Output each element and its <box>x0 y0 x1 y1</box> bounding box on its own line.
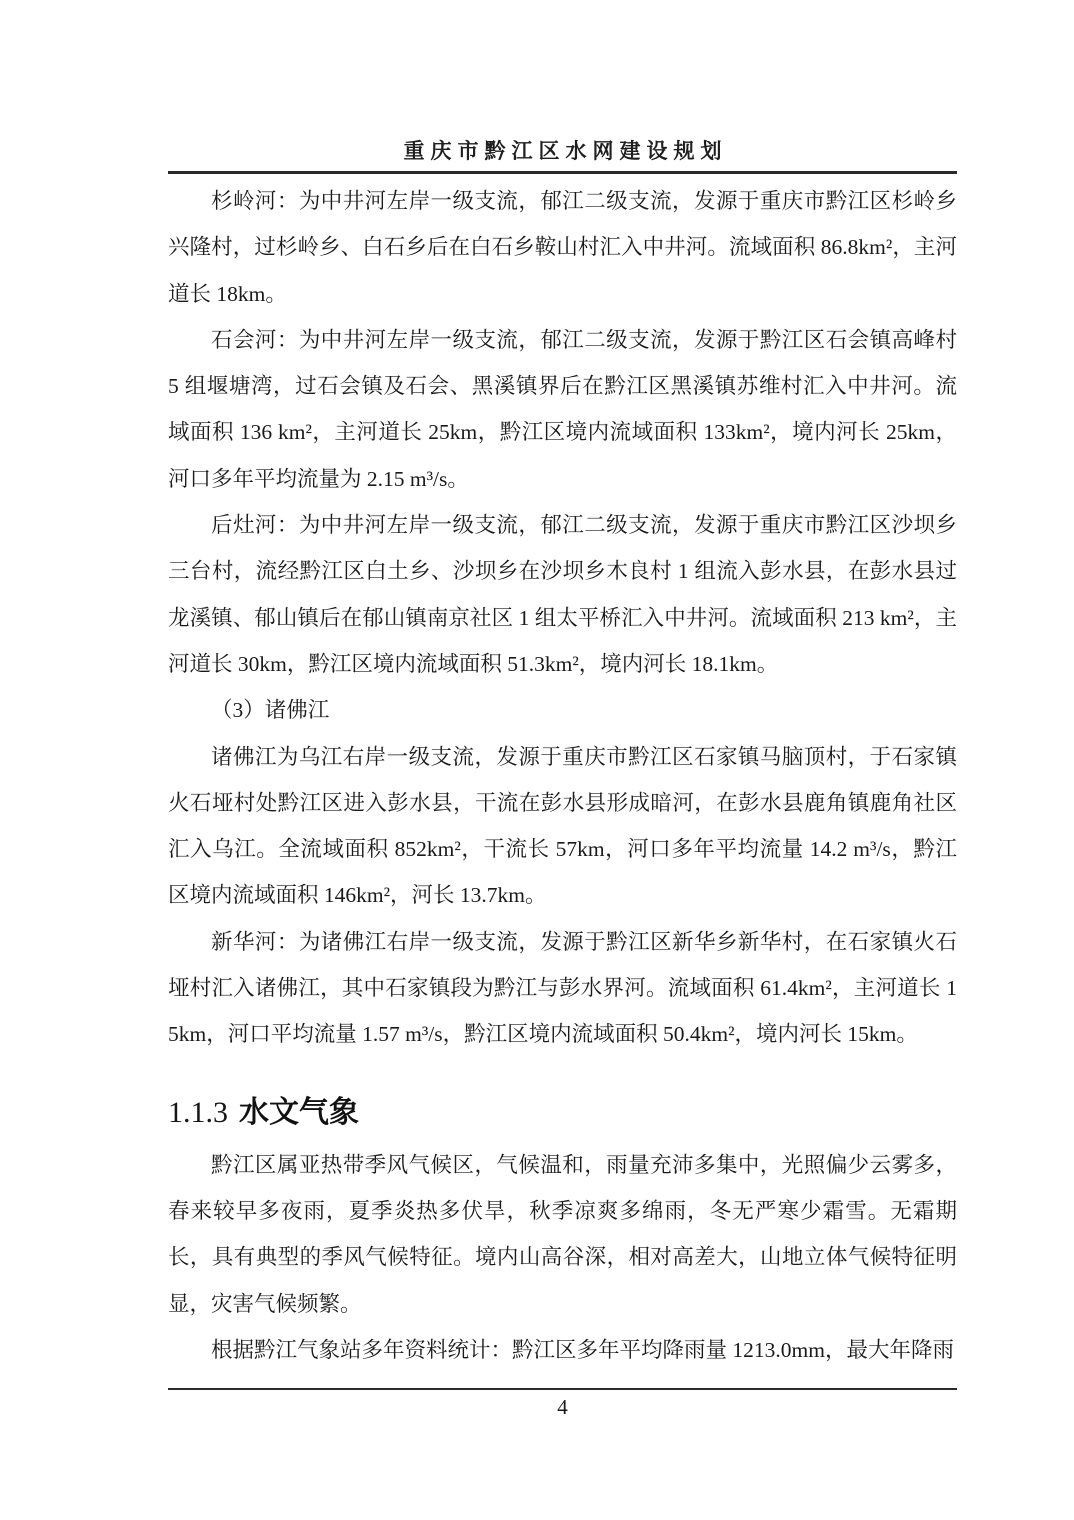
page-footer <box>168 1388 957 1420</box>
section-heading <box>168 1094 957 1132</box>
paragraph-xinhua-river: 新华河：为诸佛江右岸一级支流，发源于黔江区新华乡新华村，在石家镇火石垭村汇入诸佛江，其中石家镇段为黔江与彭水界河。流域面积 61.4km²，主河道长 15km，河口平均流量 1.57 m³/s，黔江区境内流域面积 50.4km²，境内河长 15km。 <box>168 929 957 1047</box>
paragraph-rainfall-statistics: 根据黔江气象站多年资料统计：黔江区多年平均降雨量 1213.0mm，最大年降雨 <box>211 1337 954 1362</box>
section-heading-number: 1.1.3 <box>168 1095 228 1129</box>
page-body <box>168 178 957 1373</box>
paragraph-climate-overview: 黔江区属亚热带季风气候区，气候温和，雨量充沛多集中，光照偏少云雾多，春来较早多夜雨，夏季炎热多伏旱，秋季凉爽多绵雨，冬无严寒少霜雪。无霜期长，具有典型的季风气候特征。境内山高谷深，相对高差大，山地立体气候特征明显，灾害气候频繁。 <box>168 1152 957 1316</box>
page-number: 4 <box>557 1395 568 1419</box>
paragraph-shanling-river: 杉岭河：为中井河左岸一级支流，郁江二级支流，发源于重庆市黔江区杉岭乡兴隆村，过杉岭乡、白石乡后在白石乡鞍山村汇入中井河。流域面积 86.8km²，主河道长 18km。 <box>168 189 957 306</box>
paragraph-houzao-river: 后灶河：为中井河左岸一级支流，郁江二级支流，发源于重庆市黔江区沙坝乡三台村，流经黔江区白土乡、沙坝乡在沙坝乡木良村 1 组流入彭水县，在彭水县过龙溪镇、郁山镇后在郁山镇南京社区 1 组太平桥汇入中井河。流域面积 213 km²，主河道长 30km，黔江区境内流域面积 51.3km²，境内河长 18.1km。 <box>168 513 957 676</box>
section-heading-title: 水文气象 <box>239 1095 359 1129</box>
paragraph-zhufo-river: 诸佛江为乌江右岸一级支流，发源于重庆市黔江区石家镇马脑顶村，于石家镇火石垭村处黔江区进入彭水县，干流在彭水县形成暗河，在彭水县鹿角镇鹿角社区汇入乌江。全流域面积 852km²，干流长 57km，河口多年平均流量 14.2 m³/s，黔江区境内流域面积 146km²，河长 13.7km。 <box>168 744 957 908</box>
page-header <box>168 135 957 174</box>
header-title: 重庆市黔江区水网建设规划 <box>403 140 728 163</box>
list-item-zhufo-river: （3）诸佛江 <box>211 698 330 723</box>
paragraph-shihui-river: 石会河：为中井河左岸一级支流，郁江二级支流，发源于黔江区石会镇高峰村 5 组堰塘湾，过石会镇及石会、黑溪镇界后在黔江区黑溪镇苏维村汇入中井河。流域面积 136 km²，主河道长 25km，黔江区境内流域面积 133km²，境内河长 25km，河口多年平均流量为 2.15 m³/s。 <box>168 327 957 491</box>
